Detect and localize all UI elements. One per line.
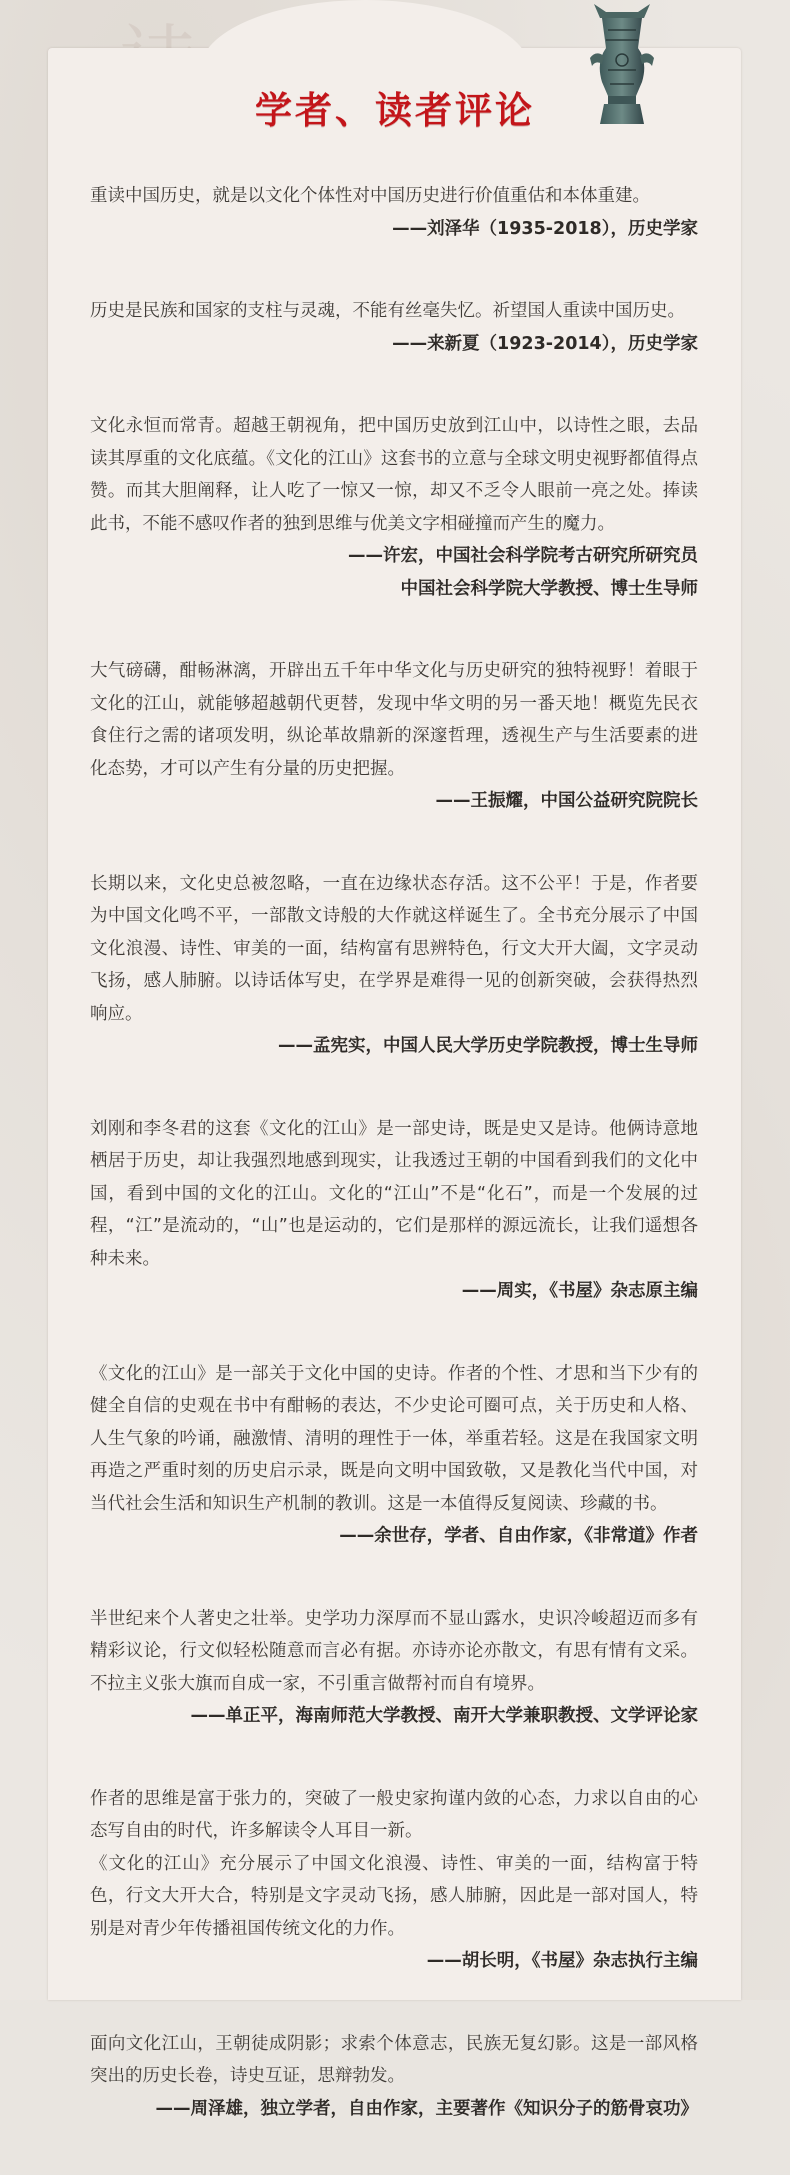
page-title: 学者、读者评论: [255, 88, 535, 132]
review-attribution: ——来新夏（1923-2014），历史学家: [392, 333, 698, 354]
review-attribution: ——王振耀，中国公益研究院院长: [435, 791, 698, 811]
review-attribution: 中国社会科学院大学教授、博士生导师: [400, 578, 698, 599]
review-item: [90, 2028, 698, 2126]
review-item: [90, 655, 698, 818]
reviews-list: [90, 180, 698, 2175]
review-attribution: ——刘泽华（1935-2018），历史学家: [392, 218, 698, 239]
review-item: [90, 1603, 698, 1733]
review-attribution: ——胡长明，《书屋》杂志执行主编: [426, 1951, 698, 1971]
review-text: 大气磅礴，酣畅淋漓，开辟出五千年中华文化与历史研究的独特视野！着眼于文化的江山，就能够超越朝代更替，发现中华文明的另一番天地！概览先民衣食住行之需的诸项发明，纵论革故鼎新的深邃哲理，透视生产与生活要素的进化态势，才可以产生有分量的历史把握。: [90, 661, 698, 779]
review-item: [90, 180, 698, 245]
review-attribution: ——周泽雄，独立学者，自由作家，主要著作《知识分子的筋骨哀功》: [155, 2098, 698, 2119]
review-item: [90, 1358, 698, 1553]
review-item: [90, 1113, 698, 1308]
review-text: 作者的思维是富于张力的，突破了一般史家拘谨内敛的心态，力求以自由的心态写自由的时代，许多解读令人耳目一新。: [90, 1788, 698, 1841]
review-text: 面向文化江山，王朝徒成阴影；求索个体意志，民族无复幻影。这是一部风格突出的历史长卷，诗史互证，思辩勃发。: [90, 2033, 698, 2086]
review-attribution: ——余世存，学者、自由作家，《非常道》作者: [339, 1526, 698, 1546]
review-text: 《文化的江山》充分展示了中国文化浪漫、诗性、审美的一面，结构富于特色，行文大开大合，特别是文字灵动飞扬，感人肺腑，因此是一部对国人，特别是对青少年传播祖国传统文化的力作。: [90, 1853, 698, 1939]
review-attribution: ——周实，《书屋》杂志原主编: [461, 1281, 698, 1301]
review-attribution: ——孟宪实，中国人民大学历史学院教授，博士生导师: [278, 1036, 698, 1056]
review-text: 半世纪来个人著史之壮举。史学功力深厚而不显山露水，史识冷峻超迈而多有精彩议论，行文似轻松随意而言必有据。亦诗亦论亦散文，有思有情有文采。不拉主义张大旗而自成一家，不引重言做帮衬而自有境界。: [90, 1608, 698, 1694]
review-text: 刘刚和李冬君的这套《文化的江山》是一部史诗，既是史又是诗。他俩诗意地栖居于历史，却让我强烈地感到现实，让我透过王朝的中国看到我们的文化中国，看到中国的文化的江山。文化的“江山”不是“化石”，而是一个发展的过程，“江”是流动的，“山”也是运动的，它们是那样的源远流长，让我们遥想各种未来。: [90, 1118, 698, 1269]
review-text: 重读中国历史，就是以文化个体性对中国历史进行价值重估和本体重建。: [90, 186, 650, 206]
review-item: [90, 868, 698, 1063]
review-text: 《文化的江山》是一部关于文化中国的史诗。作者的个性、才思和当下少有的健全自信的史观在书中有酣畅的表达，不少史论可圈可点，关于历史和人格、人生气象的吟诵，融激情、清明的理性于一体，举重若轻。这是在我国家文明再造之严重时刻的历史启示录，既是向文明中国致敬，又是教化当代中国，对当代社会生活和知识生产机制的教训。这是一本值得反复阅读、珍藏的书。: [90, 1363, 698, 1514]
review-text: 历史是民族和国家的支柱与灵魂，不能有丝毫失忆。祈望国人重读中国历史。: [90, 301, 685, 321]
review-text: 长期以来，文化史总被忽略，一直在边缘状态存活。这不公平！于是，作者要为中国文化鸣不平，一部散文诗般的大作就这样诞生了。全书充分展示了中国文化浪漫、诗性、审美的一面，结构富有思辨特色，行文大开大阖，文字灵动飞扬，感人肺腑。以诗话体写史，在学界是难得一见的创新突破，会获得热烈响应。: [90, 873, 698, 1024]
review-item: [90, 295, 698, 360]
review-attribution: ——单正平，海南师范大学教授、南开大学兼职教授、文学评论家: [190, 1706, 698, 1726]
review-text: 文化永恒而常青。超越王朝视角，把中国历史放到江山中，以诗性之眼，去品读其厚重的文化底蕴。《文化的江山》这套书的立意与全球文明史视野都值得点赞。而其大胆阐释，让人吃了一惊又一惊，却又不乏令人眼前一亮之处。捧读此书，不能不感叹作者的独到思维与优美文字相碰撞而产生的魔力。: [90, 416, 698, 534]
review-item: [90, 410, 698, 605]
review-item: [90, 1783, 698, 1978]
review-attribution: ——许宏，中国社会科学院考古研究所研究员: [348, 546, 698, 566]
